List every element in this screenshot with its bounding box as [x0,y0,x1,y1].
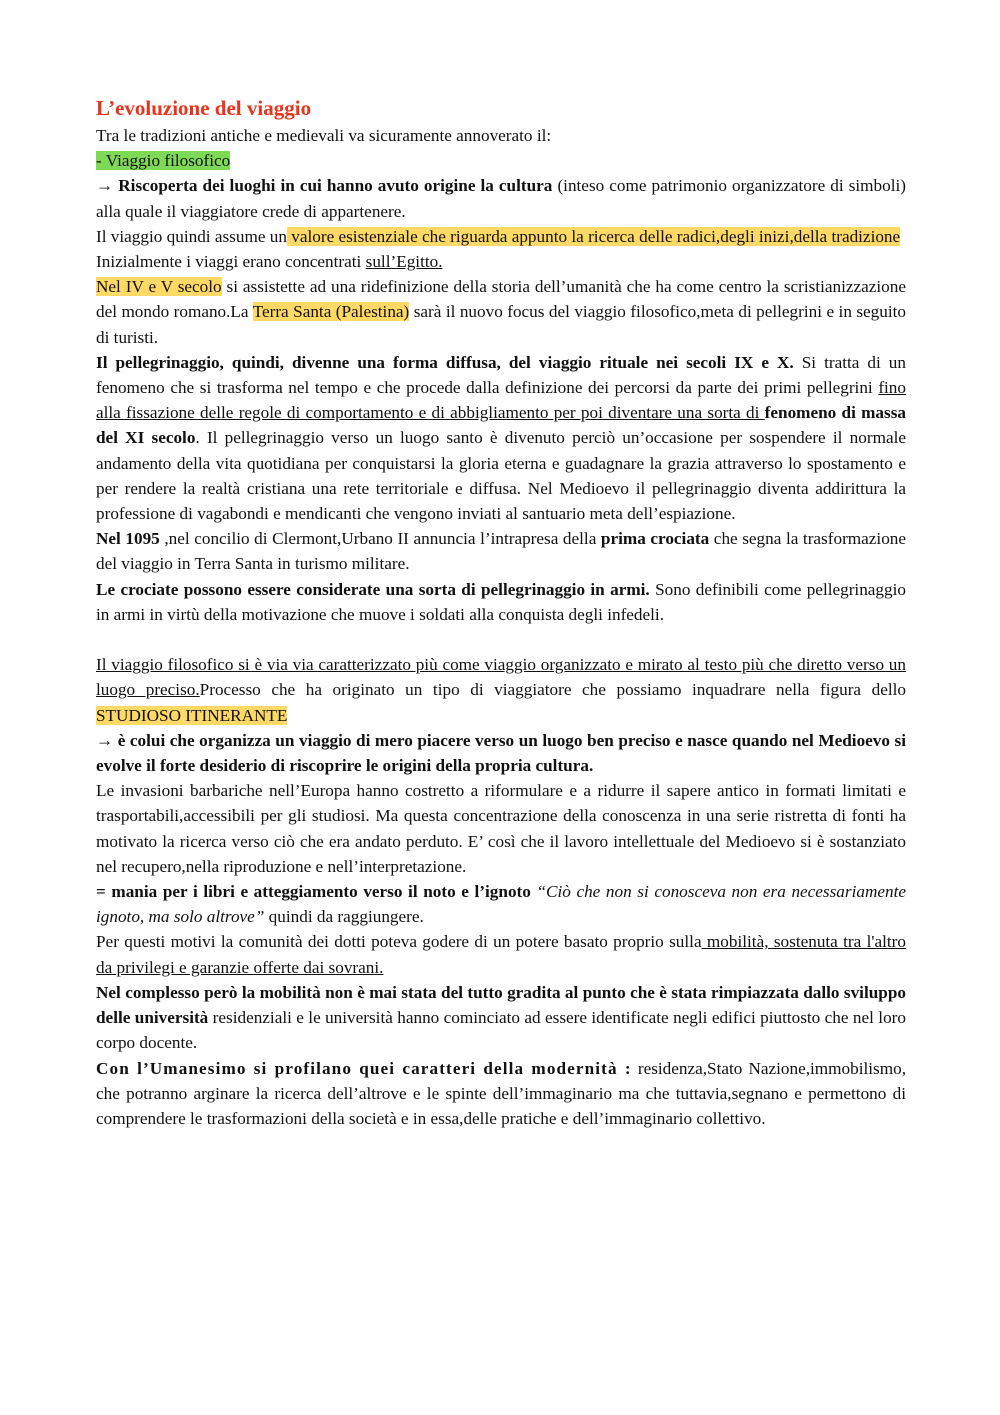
body-text: sarà il nuovo focus del viaggio filosofico,meta di pellegrini e in seguito di turisti. [96,302,906,347]
body-text: Per questi motivi la comunità dei dotti poteva godere di un potere basato proprio sulla [96,932,702,952]
body-text: (inteso come patrimonio organizzatore di simboli) alla quale il viaggiatore crede di appartenere. [96,176,906,221]
body-text: Si tratta di un fenomeno che si trasforma nel tempo e che procede dalla definizione dei percorsi da parte dei primi pellegrini [96,352,906,398]
body-text: Sono definibili come pellegrinaggio in armi in virtù della motivazione che muove i soldati alla conquista degli infedeli. [96,579,906,624]
bold-text: = mania per i libri e atteggiamento verso il noto e l’ignoto [96,882,537,902]
bold-text: prima crociata [600,529,710,549]
italic-quote: “Ciò che non si conosceva non era necessariamente ignoto, ma solo altrove” [96,882,906,927]
paragraph-iv-v-secolo [96,274,906,350]
blank-line [96,627,906,652]
highlight-yellow: Nel IV e V secolo [96,277,222,297]
paragraph-invasioni: Le invasioni barbariche nell’Europa hanno costretto a riformulare e a ridurre il sapere antico in formati limitati e trasportabili,accessibili per gli studiosi. Ma questa concentrazione della conoscenza in una serie ristretta di fonti ha motivato la ricerca verso ciò che era andato perduto. E’ così che il lavoro intellettuale del Medioevo si è sostanziato nel recupero,nella riproduzione e nell’interpretazione. [96,781,906,876]
body-text: residenza,Stato Nazione,immobilismo, che potranno arginare la ricerca dell’altrove e le spinte dell’immaginario ma che tuttavia,segnano e permettono di comprendere le trasformazioni della società e in essa,delle pratiche e dell’immaginario collettivo. [96,1058,906,1128]
body-text: che segna la trasformazione del viaggio in Terra Santa in turismo militare. [96,529,907,574]
body-text: residenziali e le università hanno cominciato ad essere identificate negli edifici piuttosto che nel loro corpo docente. [96,1008,906,1053]
intro-paragraph [96,123,906,148]
highlight-yellow: STUDIOSO ITINERANTE [96,705,288,725]
bold-text: Nel 1095 [96,529,160,549]
list-item-viaggio-filosofico [96,148,906,173]
document-title: L’evoluzione del viaggio [96,96,312,120]
highlight-yellow: valore esistenziale che riguarda appunto la ricerca delle radici,degli inizi,della tradizione [286,226,901,246]
paragraph-pellegrinaggio [96,350,906,526]
body-text: Inizialmente i viaggi erano concentrati [96,252,366,272]
paragraph-studioso [96,652,906,728]
paragraph-riscoperta [96,173,906,223]
bold-text: Nel complesso però la mobilità non è mai stata del tutto gradita al punto che è stata rimpiazzata dallo sviluppo delle università [96,982,906,1028]
paragraph-egitto [96,249,906,274]
paragraph-definizione-studioso: → è colui che organizza un viaggio di mero piacere verso un luogo ben preciso e nasce quando nel Medioevo si evolve il forte desiderio di riscoprire le origini della propria cultura. [96,730,906,776]
body-text: Processo che ha originato un tipo di viaggiatore che possiamo inquadrare nella figura dello [199,680,906,700]
document-page [96,95,906,1131]
arrow-glyph: → [96,176,119,196]
body-text: . Il pellegrinaggio verso un luogo santo è divenuto perciò un’occasione per sospendere il normale andamento della vita quotidiana per conquistarsi la gloria eterna e guadagnare la grazia attraverso lo spostamento e per rendere la realtà cristiana una rete territoriale e diffusa. Nel Medioevo il pellegrinaggio diventa addirittura la professione di vagabondi e mendicanti che vengono inviati al santuario meta dell’espiazione. [96,428,906,524]
bold-text: Il pellegrinaggio, quindi, divenne una forma diffusa, del viaggio rituale nei secoli IX e X. [96,352,794,372]
underlined-text: sull’Egitto. [365,252,443,272]
bold-text: Con l’Umanesimo si profilano quei caratteri della modernità : [96,1058,632,1078]
paragraph-1095 [96,526,906,576]
paragraph-mania-libri [96,879,906,929]
paragraph-universita [96,980,906,1056]
paragraph-umanesimo [96,1056,906,1132]
underlined-text: fino alla fissazione delle regole di comportamento e di abbigliamento per poi diventare una sorta di [96,378,906,423]
bold-text: Riscoperta dei luoghi in cui hanno avuto origine la cultura [118,176,553,196]
bold-text: Le crociate possono essere considerate una sorta di pellegrinaggio in armi. [96,579,650,599]
highlight-green: - Viaggio filosofico [96,151,231,171]
paragraph-mobilita [96,929,906,979]
highlight-yellow: Terra Santa (Palestina) [252,302,410,322]
paragraph-crociate [96,577,906,627]
underlined-text: mobilità, sostenuta tra l'altro da privilegi e garanzie offerte dai sovrani. [96,932,906,977]
intro-text: Tra le tradizioni antiche e medievali va sicuramente annoverato il: [96,126,552,145]
body-text: Il viaggio quindi assume un [96,226,287,246]
bold-text: fenomeno di massa del XI secolo [96,403,906,448]
paragraph-valore-esistenziale [96,224,906,249]
underlined-text: Il viaggio filosofico si è via via caratterizzato più come viaggio organizzato e mirato al testo più che diretto verso un luogo preciso. [96,655,906,700]
body-text: si assistette ad una ridefinizione della storia dell’umanità che ha come centro la scristianizzazione del mondo romano.La [96,277,906,322]
body-text: quindi da raggiungere. [264,907,424,927]
body-text: ,nel concilio di Clermont,Urbano II annuncia l’intrapresa della [159,529,601,549]
